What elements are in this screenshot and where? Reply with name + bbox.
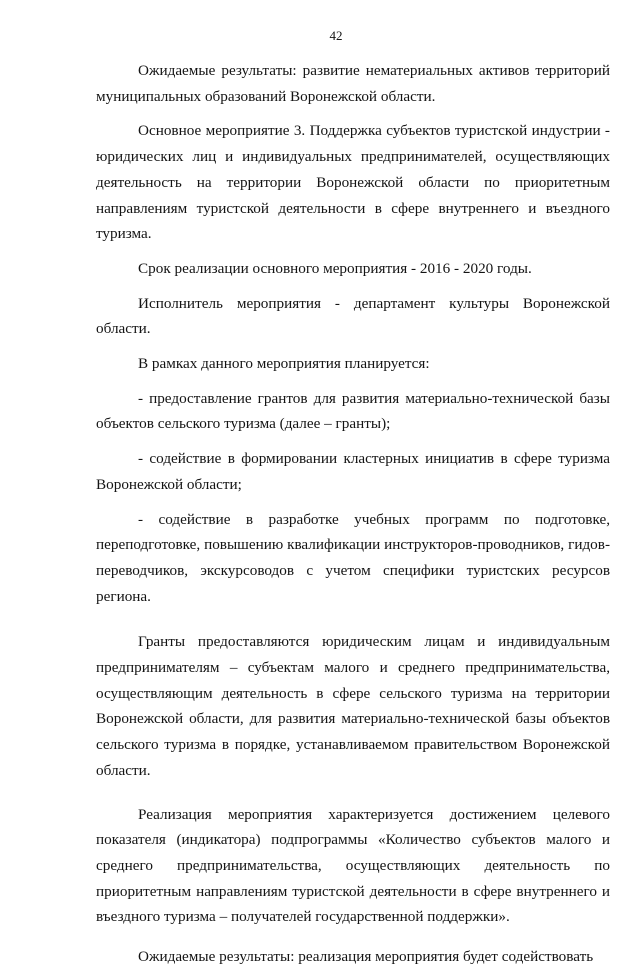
paragraph-main-activity-3: Основное мероприятие 3. Поддержка субъектов туристской индустрии - юридических лиц и индивидуальных предпринимателей, осуществляющих деятельность на территории Воронежской области по приоритетным направлениям туристской деятельности в сфере внутреннего и въездного туризма. [96, 122, 610, 243]
paragraph-expected-results-intangible-assets: Ожидаемые результаты: развитие нематериальных активов территорий муниципальных образований Воронежской области. [96, 62, 610, 105]
list-item-cluster-initiatives: - содействие в формировании кластерных инициатив в сфере туризма Воронежской области; [96, 450, 610, 493]
paragraph-planned-intro: В рамках данного мероприятия планируется: [138, 355, 430, 373]
paragraph-grants-provision: Гранты предоставляются юридическим лицам и индивидуальным предпринимателям – субъектам малого и среднего предпринимательства, осуществляющим деятельность в сфере сельского туризма на территории Воронежской области, для развития материально-технической базы объектов сельского туризма в порядке, устанавливаемом правительством Воронежской области. [96, 633, 610, 779]
document-body [96, 58, 610, 970]
paragraph-executor: Исполнитель мероприятия - департамент культуры Воронежской области. [96, 294, 610, 338]
paragraph-target-indicator: Реализация мероприятия характеризуется достижением целевого показателя (индикатора) подпрограммы «Количество субъектов малого и среднего предпринимательства, осуществляющих деятельность по приоритетным направлениям туристской деятельности в сфере внутреннего и въездного туризма – получателей государственной поддержки». [96, 805, 610, 926]
page-number: 42 [329, 28, 343, 43]
paragraph-expected-results-continued: Ожидаемые результаты: реализация мероприятия будет содействовать [138, 948, 594, 966]
list-item-training-programs: - содействие в разработке учебных программ по подготовке, переподготовке, повышению квалификации инструкторов-проводников, гидов-переводчиков, экскурсоводов с учетом специфики туристских ресурсов региона. [96, 510, 610, 605]
paragraph-implementation-period: Срок реализации основного мероприятия - 2016 - 2020 годы. [138, 259, 532, 277]
list-item-grants: - предоставление грантов для развития материально-технической базы объектов сельского туризма (далее – гранты); [96, 389, 610, 433]
